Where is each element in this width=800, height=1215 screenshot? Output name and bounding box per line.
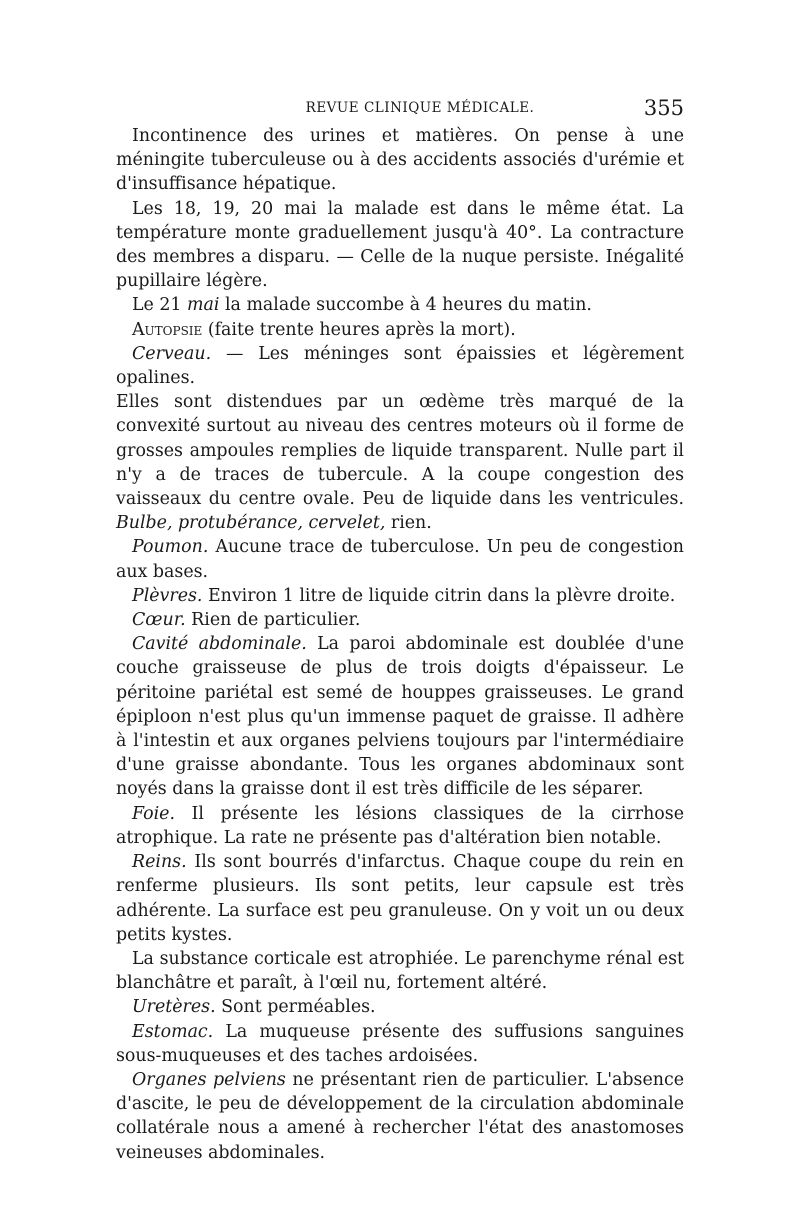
page-number: 355	[643, 96, 684, 120]
paragraph: La substance corticale est atrophiée. Le parenchyme rénal est blanchâtre et paraît, à l'œil nu, fortement altéré.	[116, 948, 684, 994]
paragraph: Elles sont distendues par un œdème très marqué de la convexité surtout au niveau des centres moteurs où il forme de grosses ampoules remplies de liquide transparent. Nulle part il n'y a de traces de tubercule. A la coupe congestion des vaisseaux du centre ovale. Peu de liquide dans les ventricules. Bulbe, protubérance, cervelet, rien.	[116, 392, 684, 534]
paragraph: Autopsie (faite trente heures après la mort).	[132, 319, 516, 340]
paragraph: Organes pelviens ne présentant rien de particulier. L'absence d'ascite, le peu de développement de la circulation abdominale collatérale nous a amené à rechercher l'état des anastomoses veineuses abdominales.	[116, 1069, 684, 1163]
paragraph: Incontinence des urines et matières. On pense à une méningite tuberculeuse ou à des accidents associés d'urémie et d'insuffisance hépatique.	[116, 126, 684, 195]
paragraph: Uretères. Sont perméables.	[132, 997, 376, 1018]
paragraph: Les 18, 19, 20 mai la malade est dans le même état. La température monte graduellement jusqu'à 40°. La contracture des membres a disparu. — Celle de la nuque persiste. Inégalité pupillaire légère.	[116, 198, 684, 292]
running-title: REVUE CLINIQUE MÉDICALE.	[305, 100, 535, 116]
paragraph: Le 21 mai la malade succombe à 4 heures du matin.	[132, 295, 592, 316]
paragraph: Poumon. Aucune trace de tuberculose. Un peu de congestion aux bases.	[116, 537, 684, 582]
paragraph: Foie. Il présente les lésions classiques de la cirrhose atrophique. La rate ne présente pas d'altération bien notable.	[116, 803, 684, 848]
paragraph: Reins. Ils sont bourrés d'infarctus. Chaque coupe du rein en renferme plusieurs. Ils sont petits, leur capsule est très adhérente. La surface est peu granuleuse. On y voit un ou deux petits kystes.	[116, 852, 684, 945]
page-header	[116, 96, 684, 124]
paragraph: Cœur. Rien de particulier.	[132, 610, 361, 631]
page	[116, 96, 684, 1165]
paragraph: Plèvres. Environ 1 litre de liquide citrin dans la plèvre droite.	[132, 585, 676, 606]
body-text	[116, 124, 684, 1165]
paragraph: Cerveau. — Les méninges sont épaissies et légèrement opalines.	[116, 343, 684, 389]
paragraph: Cavité abdominale. La paroi abdominale est doublée d'une couche graisseuse de plus de trois doigts d'épaisseur. Le péritoine pariétal est semé de houppes graisseuses. Le grand épiploon n'est plus qu'un immense paquet de graisse. Il adhère à l'intestin et aux organes pelviens toujours par l'intermédiaire d'une graisse abondante. Tous les organes abdominaux sont noyés dans la graisse dont il est très difficile de les séparer.	[116, 634, 684, 800]
paragraph: Estomac. La muqueuse présente des suffusions sanguines sous-muqueuses et des taches ardoisées.	[116, 1021, 684, 1066]
